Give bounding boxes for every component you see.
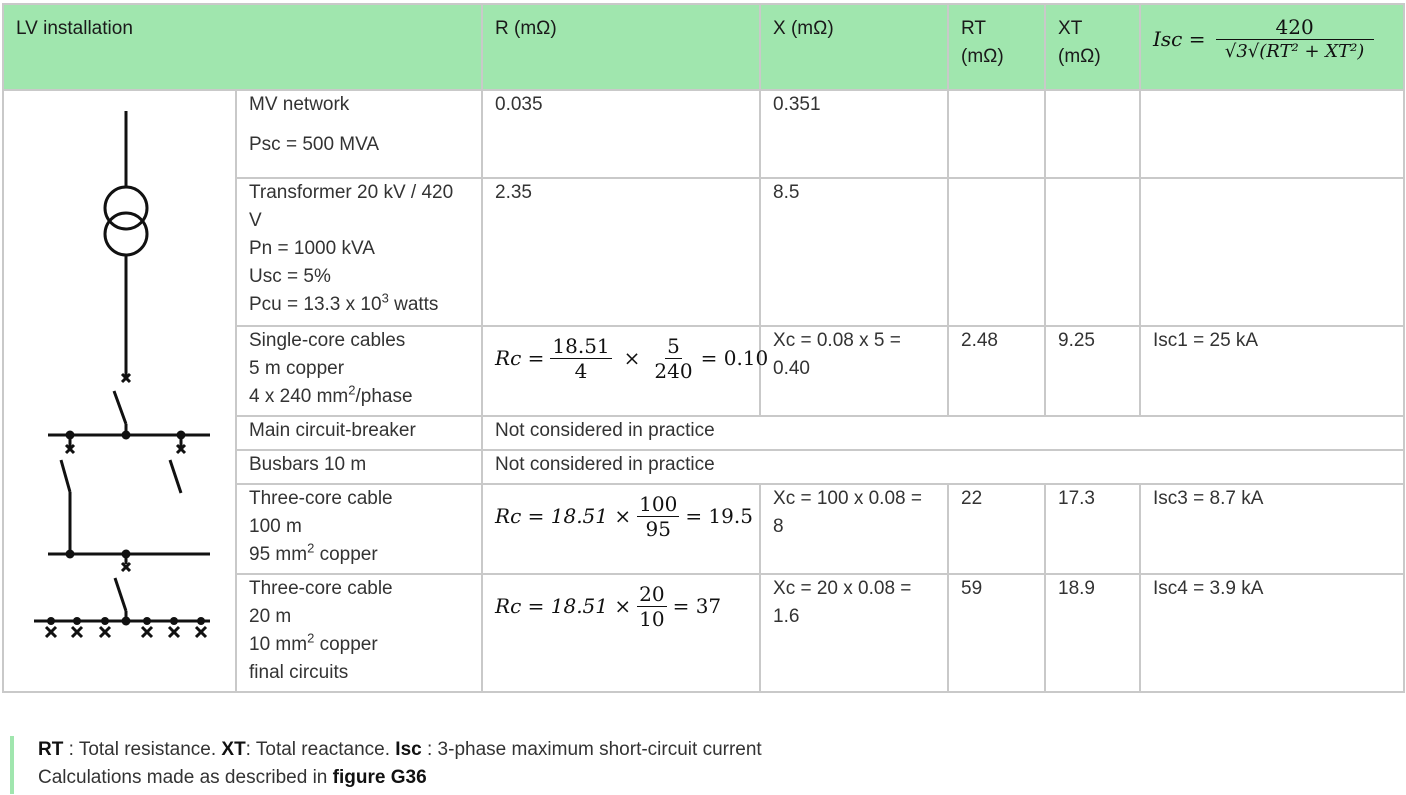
- label-three-core-cable-100m: Three-core cable 100 m 95 $mm^2$ copper: [236, 484, 482, 574]
- label-single-core-cables: Single-core cables 5 m copper 4 x 240 $mm^2$/phase: [236, 326, 482, 416]
- label-busbars: Busbars 10 m: [236, 450, 482, 484]
- single-line-diagram: [3, 90, 236, 692]
- r-formula: Rc = 18.51 × $\frac{100}{95}$ = 19.5: [482, 484, 760, 574]
- footnote-line-2: Calculations made as described in figure G36: [38, 767, 427, 788]
- isc-value: Isc4 = 3.9 kA: [1140, 574, 1404, 692]
- note-not-considered: Not considered in practice: [482, 450, 1404, 484]
- xt-value: 17.3: [1045, 484, 1140, 574]
- header-r: R (mΩ): [482, 4, 760, 90]
- header-isc-formula: [1140, 4, 1404, 90]
- r-value: 2.35: [482, 178, 760, 326]
- header-x: X (mΩ): [760, 4, 948, 90]
- transformer-icon: [105, 187, 147, 229]
- rt-value: 22: [948, 484, 1045, 574]
- x-value: 0.351: [760, 90, 948, 178]
- isc-value: Isc1 = 25 kA: [1140, 326, 1404, 416]
- label-transformer: Transformer 20 kV / 420 V Pn = 1000 kVA Usc = 5% Pcu = 13.3 x $10^3$ watts: [236, 178, 482, 326]
- rt-value: 59: [948, 574, 1045, 692]
- xt-value: 9.25: [1045, 326, 1140, 416]
- header-lv-installation: LV installation: [3, 4, 482, 90]
- r-formula: Rc = $\frac{18.51}{4}$ × $\frac{5}{240}$ = 0.10: [482, 326, 760, 416]
- isc-value: [1140, 90, 1404, 178]
- label-mv-network: MV network Psc = 500 MVA: [236, 90, 482, 178]
- footnote-line-1: RT : Total resistance. XT: Total reactance. Isc : 3-phase maximum short-circuit current: [38, 739, 762, 760]
- x-value: 8.5: [760, 178, 948, 326]
- header-rt: RT (mΩ): [948, 4, 1045, 90]
- isc-value: [1140, 178, 1404, 326]
- short-circuit-table: [2, 3, 1405, 693]
- rt-value: [948, 90, 1045, 178]
- formula-lhs: Isc =: [1153, 27, 1206, 51]
- lv-diagram-svg: [4, 91, 237, 719]
- x-value: Xc = 20 x 0.08 = 1.6: [760, 574, 948, 692]
- r-formula: Rc = 18.51 × $\frac{20}{10}$ = 37: [482, 574, 760, 692]
- xt-value: [1045, 90, 1140, 178]
- x-value: Xc = 0.08 x 5 = 0.40: [760, 326, 948, 416]
- isc-fraction: $\frac{420}{\text{√3√(RT² + XT²)}}$: [1216, 15, 1374, 64]
- header-xt: XT (mΩ): [1045, 4, 1140, 90]
- rt-value: 2.48: [948, 326, 1045, 416]
- table-row: [3, 90, 1404, 178]
- main-breaker-icon: [114, 391, 126, 424]
- label-main-circuit-breaker: Main circuit-breaker: [236, 416, 482, 450]
- r-value: 0.035: [482, 90, 760, 178]
- xt-value: [1045, 178, 1140, 326]
- note-not-considered: Not considered in practice: [482, 416, 1404, 450]
- header-row: [3, 4, 1404, 90]
- isc-denominator: √3√(RT² + XT²): [1224, 40, 1365, 62]
- figure-link[interactable]: figure G36: [332, 767, 427, 788]
- label-three-core-cable-20m: Three-core cable 20 m 10 $mm^2$ copper final circuits: [236, 574, 482, 692]
- xt-value: 18.9: [1045, 574, 1140, 692]
- table-footnote: [10, 736, 762, 794]
- rt-value: [948, 178, 1045, 326]
- x-value: Xc = 100 x 0.08 = 8: [760, 484, 948, 574]
- isc-value: Isc3 = 8.7 kA: [1140, 484, 1404, 574]
